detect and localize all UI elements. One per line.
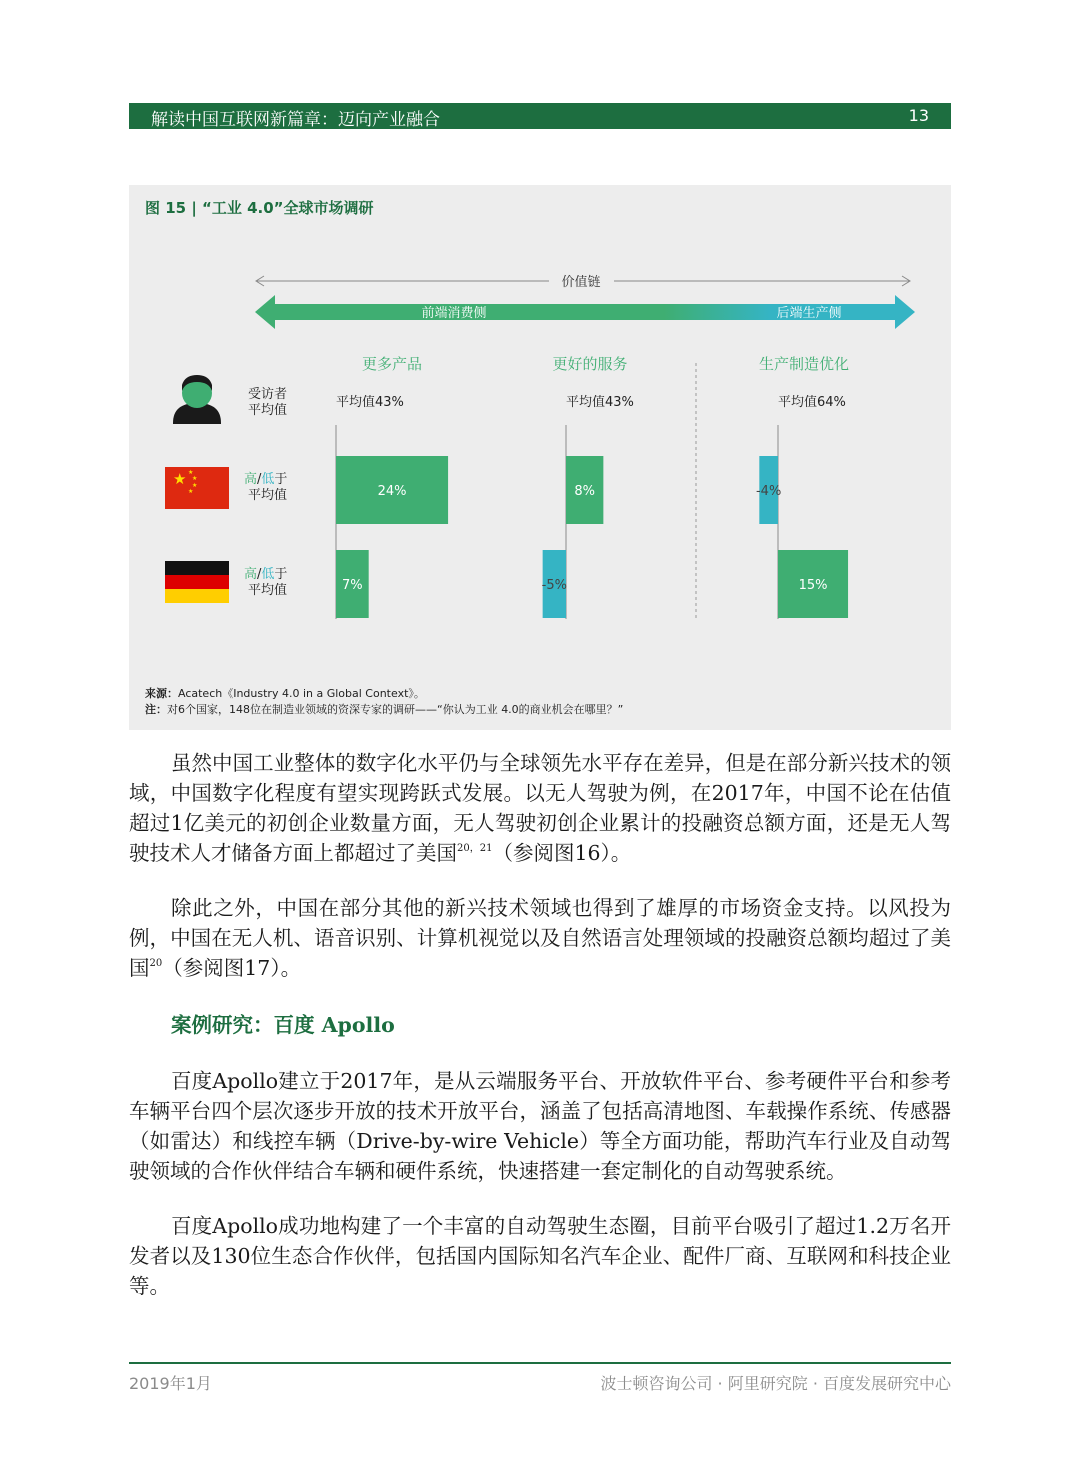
paragraph-1 (129, 748, 951, 868)
bar-value-label: -5% (541, 578, 567, 593)
paragraph-3: 百度Apollo建立于2017年，是从云端服务平台、开放软件平台、参考硬件平台和参考车辆平台四个层次逐步开放的技术开放平台，涵盖了包括高清地图、车载操作系统、传感器（如雷达）和线控车辆（Drive-by-wire Vehicle）等全方面功能，帮助汽车行业及自动驾驶领域的合作伙伴结合车辆和硬件系统，快速搭建一套定制化的自动驾驶系统。 (129, 1069, 951, 1183)
china-low-text: 低 (261, 472, 275, 487)
bar-value-label: 8% (574, 484, 595, 499)
source-text: Acatech《Industry 4.0 in a Global Context》。 (178, 687, 425, 700)
average-label: 平均值64% (778, 395, 846, 410)
running-header (129, 103, 951, 129)
header-title: 解读中国互联网新篇章：迈向产业融合 (151, 110, 440, 130)
footer-divider (129, 1362, 951, 1364)
china-slash-text: / (257, 472, 262, 487)
germany-slash-text: / (257, 567, 262, 582)
case-study-heading: 案例研究：百度 Apollo (171, 1013, 395, 1037)
china-compare-line2: 平均值 (248, 488, 288, 503)
china-flag-icon (165, 467, 229, 509)
germany-compare-label (244, 566, 287, 582)
germany-suffix-text: 于 (274, 567, 288, 582)
footer-date: 2019年1月 (129, 1374, 212, 1393)
note-text: 对6个国家，148位在制造业领域的资深专家的调研——“你认为工业 4.0的商业机会在哪里？” (167, 703, 624, 716)
paragraph-2 (129, 893, 951, 983)
respondent-label: 受访者 (248, 387, 288, 402)
bar-value-label: 7% (342, 578, 363, 593)
average-label: 平均值43% (566, 395, 634, 410)
figure-note (145, 701, 623, 717)
germany-flag-icon (165, 561, 229, 603)
paragraph-4: 百度Apollo成功地构建了一个丰富的自动驾驶生态圈，目前平台吸引了超过1.2万名开发者以及130位生态合作伙伴，包括国内国际知名汽车企业、配件厂商、互联网和科技企业等。 (129, 1214, 951, 1298)
svg-text:★: ★ (188, 469, 194, 476)
paragraph-2-tail: （参阅图17）。 (162, 956, 302, 980)
bar-value-label: 15% (798, 578, 828, 593)
figure-15 (129, 185, 951, 730)
back-end-label: 后端生产侧 (776, 306, 842, 321)
market-survey-chart (129, 185, 951, 665)
front-back-arrow (255, 295, 915, 329)
paragraph-1-text: 虽然中国工业整体的数字化水平仍与全球领先水平存在差异，但是在部分新兴技术的领域，中国数字化程度有望实现跨跃式发展。以无人驾驶为例，在2017年，中国不论在估值超过1亿美元的初创企业数量方面，无人驾驶初创企业累计的投融资总额方面，还是无人驾驶技术人才储备方面上都超过了美国 (129, 751, 951, 865)
value-chain-label: 价值链 (561, 275, 601, 290)
category-label: 更多产品 (361, 355, 423, 373)
paragraph-1-tail: （参阅图16）。 (492, 841, 632, 865)
germany-high-text: 高 (244, 567, 258, 582)
bar-value-label: -4% (755, 484, 782, 499)
page-number: 13 (908, 106, 929, 125)
figure-source (145, 685, 425, 701)
category-label: 生产制造优化 (758, 355, 850, 373)
respondent-average-label: 平均值 (248, 403, 288, 418)
germany-compare-line2: 平均值 (248, 583, 288, 598)
source-label: 来源： (145, 687, 178, 700)
respondent-icon (173, 375, 221, 424)
paragraph-2-text: 除此之外，中国在部分其他的新兴技术领域也得到了雄厚的市场资金支持。以风投为例，中国在无人机、语音识别、计算机视觉以及自然语言处理领域的投融资总额均超过了美国 (129, 896, 951, 980)
bar-value-label: 24% (377, 484, 407, 499)
value-chain-axis (256, 274, 910, 290)
svg-text:★: ★ (192, 482, 198, 489)
figure-title: 图 15 | “工业 4.0”全球市场调研 (145, 199, 374, 217)
svg-text:★: ★ (188, 488, 194, 495)
category-label: 更好的服务 (552, 355, 628, 373)
svg-text:★: ★ (173, 470, 187, 488)
china-high-text: 高 (244, 472, 258, 487)
china-suffix-text: 于 (274, 472, 288, 487)
footnote-ref-20: 20 (149, 958, 163, 969)
front-end-label: 前端消费侧 (421, 306, 487, 321)
average-label: 平均值43% (336, 395, 404, 410)
footer-organizations: 波士顿咨询公司 · 阿里研究院 · 百度发展研究中心 (600, 1374, 951, 1393)
china-compare-label (244, 471, 287, 487)
note-label: 注： (145, 703, 167, 716)
footnote-ref-20-21: 20，21 (457, 843, 493, 854)
svg-text:★: ★ (192, 475, 198, 482)
germany-low-text: 低 (261, 567, 275, 582)
